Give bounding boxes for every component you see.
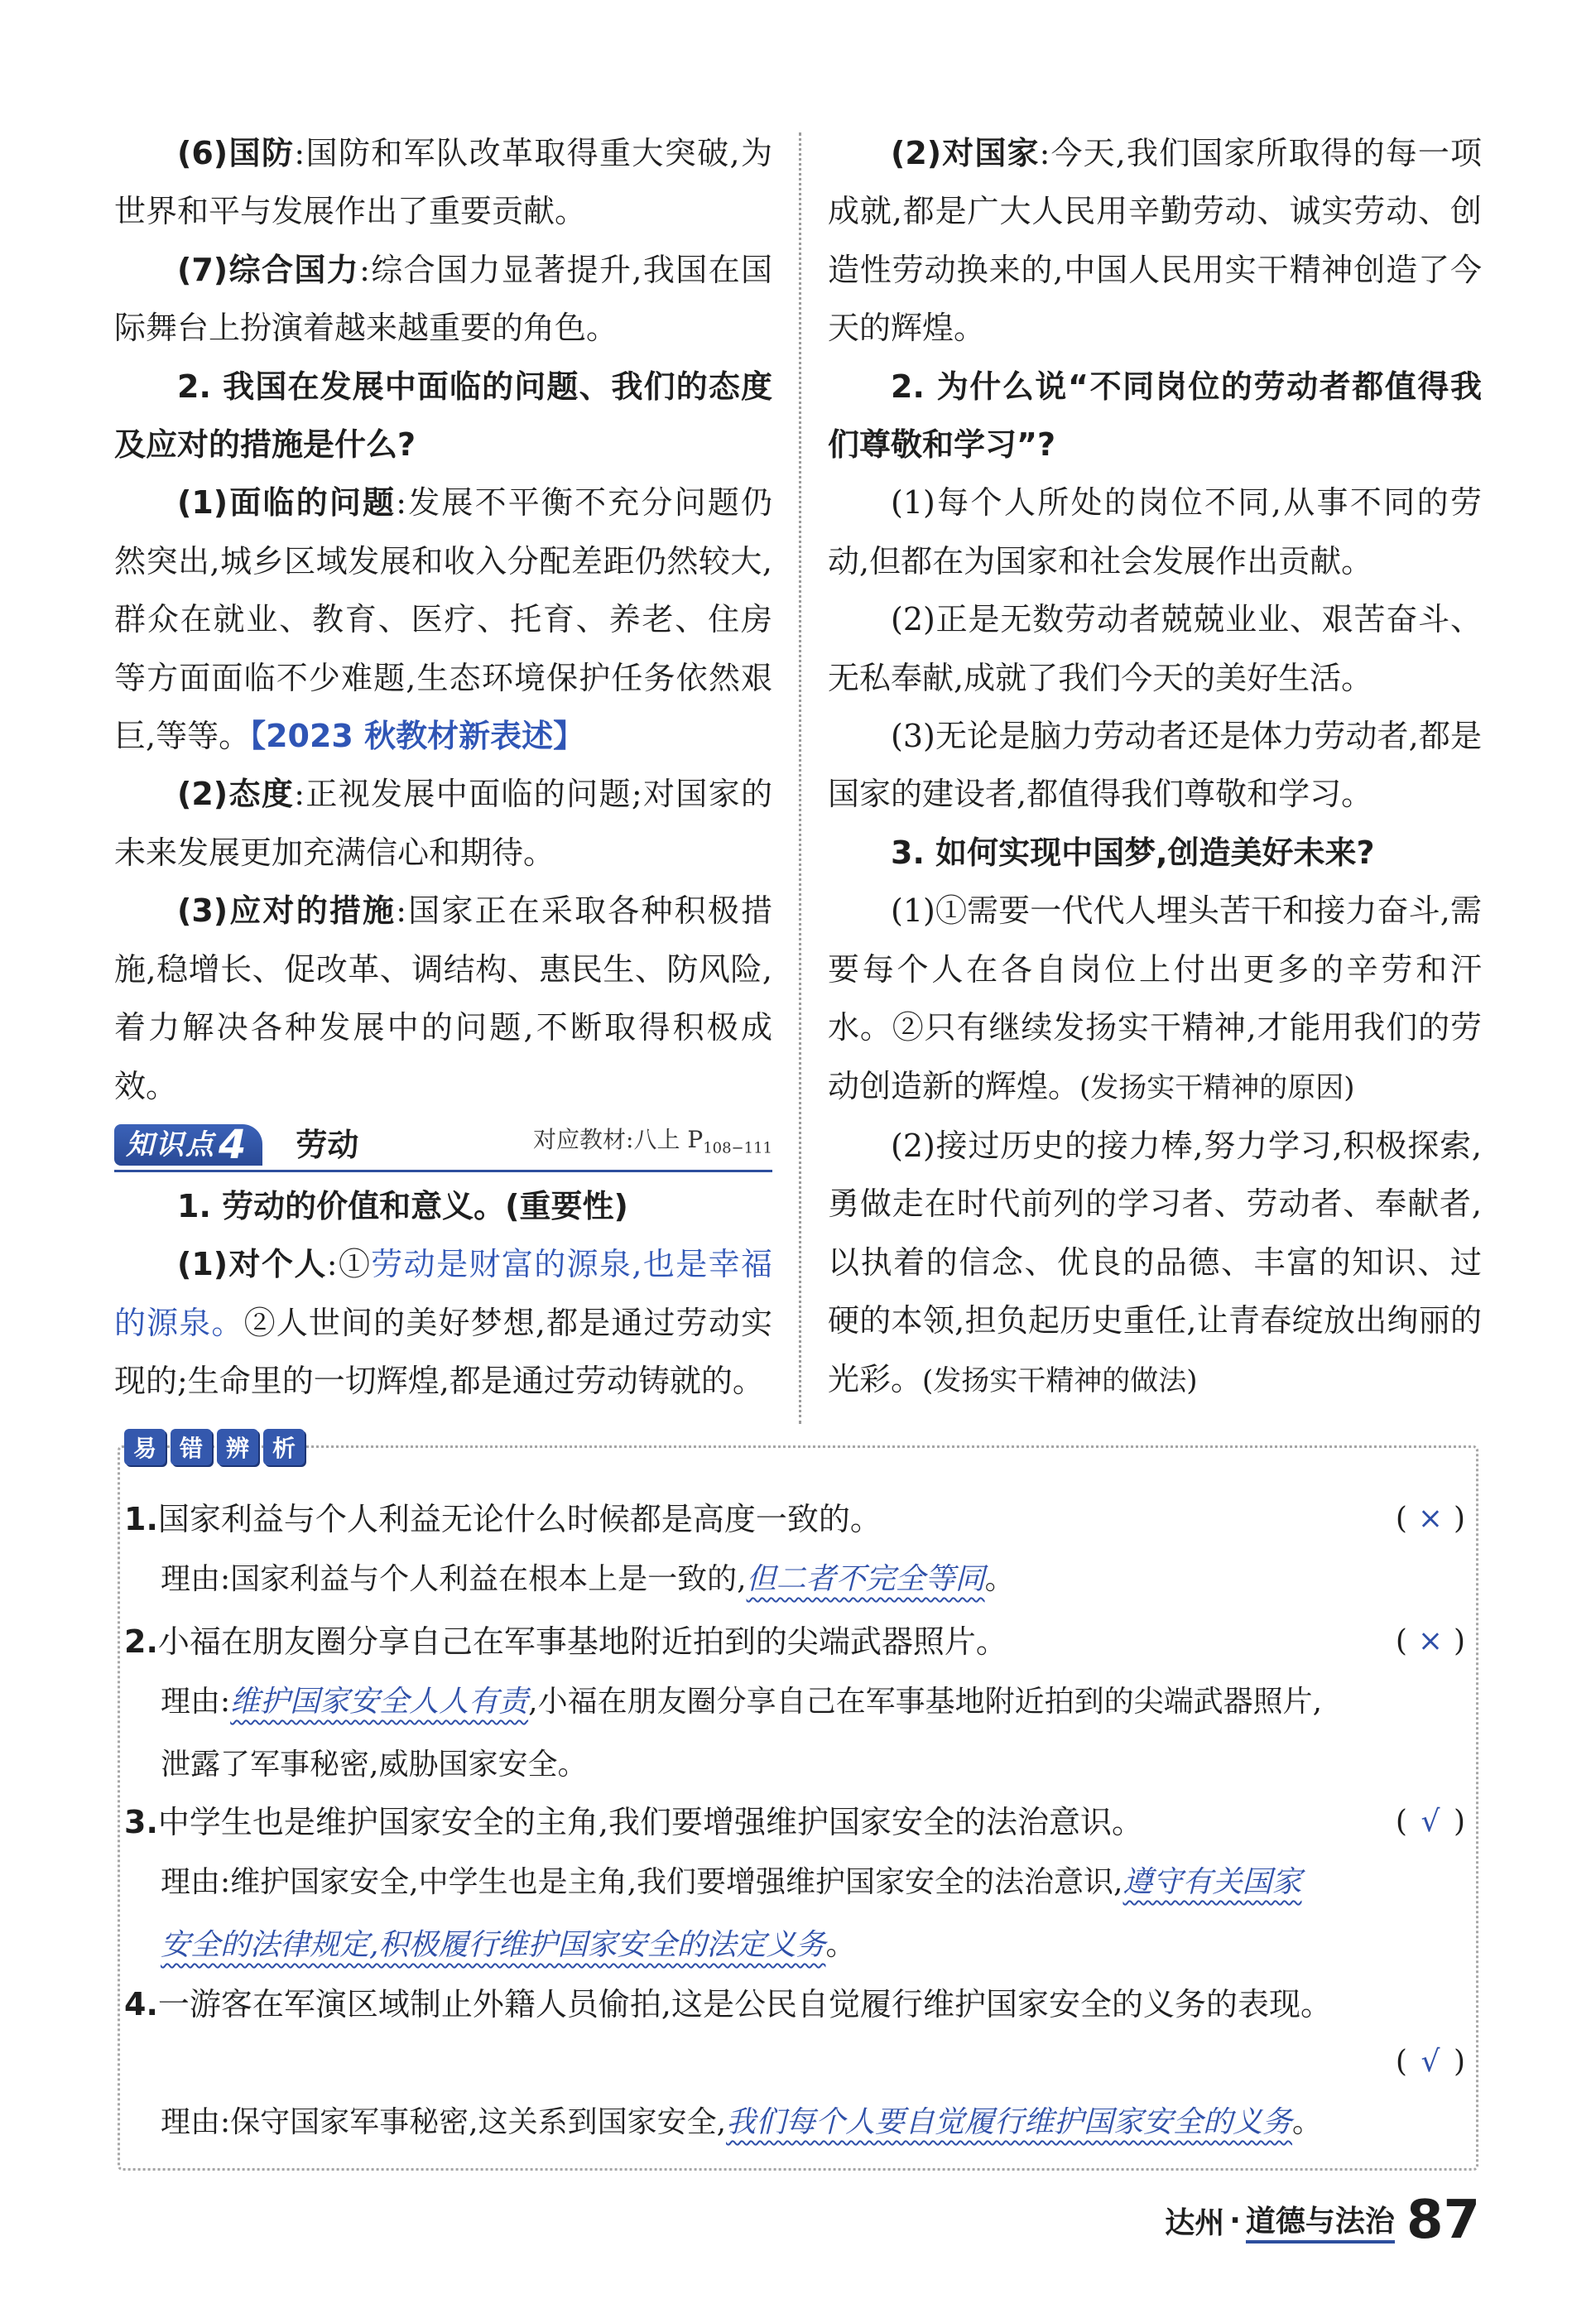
paragraph-country: (2)对国家:今天,我们国家所取得的每一项成就,都是广大人民用辛勤劳动、诚实劳动、创造性劳动换来的,中国人民用实干精神创造了今天的辉煌。 [828, 135, 1482, 347]
reason-line: 理由:维护国家安全人人有责,小福在朋友圈分享自己在军事基地附近拍到的尖端武器照片, [161, 1685, 1323, 1719]
section-title: 劳动 [296, 1126, 359, 1163]
section-header [114, 1120, 772, 1172]
error-item: 3.中学生也是维护国家安全的主角,我们要增强维护国家安全的法治意识。 ( √ ) 理由:维护国家安全,中学生也是主角,我们要增强维护国家安全的法治意识,遵守有关国家 安全的法律规定,积极履行维护国家安全的法定义务。 [124, 1793, 1473, 1977]
new-edition-tag: 【2023 秋教材新表述】 [250, 718, 585, 755]
left-column [114, 124, 772, 1411]
error-item: 2.小福在朋友圈分享自己在军事基地附近拍到的尖端武器照片。 ( × ) 理由:维护国家安全人人有责,小福在朋友圈分享自己在军事基地附近拍到的尖端武器照片, 泄露了军事秘密,威胁国家安全。 [124, 1613, 1473, 1796]
error-analysis-tag: 易 错 辨 析 [124, 1429, 305, 1465]
judgment-mark: ( × ) [1395, 1624, 1465, 1658]
judgment-mark: ( √ ) [1395, 2045, 1465, 2079]
knowledge-point-badge: 知识点 4 [114, 1124, 262, 1166]
error-item: 4.一游客在军演区域制止外籍人员偷拍,这是公民自觉履行维护国家安全的义务的表现。 ( √ ) 理由:保守国家军事秘密,这关系到国家安全,我们每个人要自觉履行维护国家安全的义务。 [124, 1975, 1473, 2154]
reason-line: 安全的法律规定,积极履行维护国家安全的法定义务。 [161, 1928, 856, 1962]
paragraph-problems: (1)面临的问题:发展不平衡不充分问题仍然突出,城乡区域发展和收入分配差距仍然较大,群众在就业、教育、医疗、托育、养老、住房等方面面临不少难题,生态环境保护任务依然艰巨,等等。【2023 秋教材新表述】 [114, 484, 772, 755]
handwritten-note: (发扬实干精神的做法) [922, 1363, 1198, 1397]
paragraph-answer: (1)①需要一代代人埋头苦干和接力奋斗,需要每个人在各自岗位上付出更多的辛劳和汗水。②只有继续发扬实干精神,才能用我们的劳动创造新的辉煌。(发扬实干精神的原因) [828, 892, 1482, 1104]
right-column [828, 124, 1482, 1410]
reason-line: 理由:保守国家军事秘密,这关系到国家安全,我们每个人要自觉履行维护国家安全的义务。 [161, 2105, 1323, 2139]
paragraph-national-strength: (7)综合国力:综合国力显著提升,我国在国际舞台上扮演着越来越重要的角色。 [114, 251, 772, 347]
page-number: 87 [1406, 2190, 1480, 2251]
judgment-mark: ( × ) [1395, 1502, 1465, 1536]
reason-line: 泄露了军事秘密,威胁国家安全。 [161, 1748, 588, 1782]
paragraph-national-defense: (6)国防:国防和军队改革取得重大突破,为世界和平与发展作出了重要贡献。 [114, 135, 772, 230]
question-heading: 2. 为什么说“不同岗位的劳动者都值得我们尊敬和学习”? [828, 368, 1482, 464]
reason-line: 理由:维护国家安全,中学生也是主角,我们要增强维护国家安全的法治意识,遵守有关国家 [161, 1865, 1302, 1899]
page-footer: 达州 · 道德与法治 87 [1165, 2190, 1480, 2251]
subject-label: 道德与法治 [1246, 2198, 1395, 2243]
question-heading: 3. 如何实现中国梦,创造美好未来? [891, 834, 1375, 871]
question-heading: 1. 劳动的价值和意义。(重要性) [177, 1187, 628, 1224]
question-heading: 2. 我国在发展中面临的问题、我们的态度及应对的措施是什么? [114, 368, 772, 464]
paragraph-individual: (1)对个人:①劳动是财富的源泉,也是幸福的源泉。②人世间的美好梦想,都是通过劳动实现的;生命里的一切辉煌,都是通过劳动铸就的。 [114, 1246, 772, 1400]
paragraph-attitude: (2)态度:正视发展中面临的问题;对国家的未来发展更加充满信心和期待。 [114, 776, 772, 871]
paragraph-answer: (2)接过历史的接力棒,努力学习,积极探索,勇做走在时代前列的学习者、劳动者、奉献者,以执着的信念、优良的品德、丰富的知识、过硬的本领,担负起历史重任,让青春绽放出绚丽的光彩。(发扬实干精神的做法) [828, 1127, 1482, 1397]
reason-line: 理由:国家利益与个人利益在根本上是一致的,但二者不完全等同。 [161, 1562, 1015, 1596]
paragraph-answer: (3)无论是脑力劳动者还是体力劳动者,都是国家的建设者,都值得我们尊敬和学习。 [828, 718, 1482, 813]
handwritten-note: (发扬实干精神的原因) [1079, 1070, 1355, 1104]
textbook-reference: 对应教材:八上 $P_{108-111}$ [533, 1126, 772, 1157]
error-item: 1.国家利益与个人利益无论什么时候都是高度一致的。 ( × ) 理由:国家利益与个人利益在根本上是一致的,但二者不完全等同。 [124, 1490, 1473, 1611]
city-label: 达州 [1165, 2205, 1225, 2240]
paragraph-measures: (3)应对的措施:国家正在采取各种积极措施,稳增长、促改革、调结构、惠民生、防风险,着力解决各种发展中的问题,不断取得积极成效。 [114, 892, 772, 1104]
judgment-mark: ( √ ) [1395, 1805, 1465, 1839]
paragraph-answer: (2)正是无数劳动者兢兢业业、艰苦奋斗、无私奉献,成就了我们今天的美好生活。 [828, 601, 1482, 696]
column-divider [799, 132, 801, 1424]
paragraph-answer: (1)每个人所处的岗位不同,从事不同的劳动,但都在为国家和社会发展作出贡献。 [828, 484, 1482, 580]
